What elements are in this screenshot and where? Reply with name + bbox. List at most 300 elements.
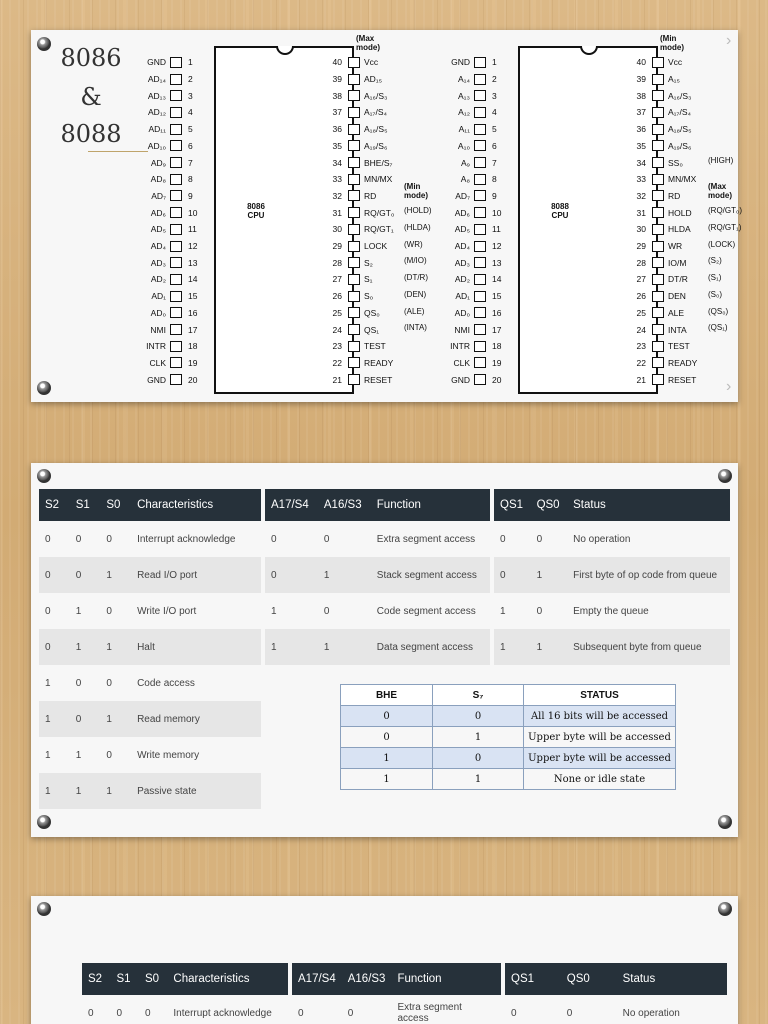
pin-row	[328, 221, 404, 238]
pin-row	[328, 104, 404, 121]
table-cell: 0	[106, 749, 112, 761]
table-cell: 0	[323, 605, 330, 617]
pin-lead	[348, 207, 360, 218]
pin-lead	[652, 140, 664, 151]
pin-row	[632, 338, 708, 355]
pin-lead	[474, 357, 486, 368]
pin-row	[430, 154, 506, 171]
pin-row	[430, 321, 506, 338]
table-cell: None or idle state	[524, 769, 676, 790]
pin-number: 11	[492, 224, 501, 235]
pin-row	[328, 121, 404, 138]
pin-lead	[348, 274, 360, 285]
pin-lead	[170, 74, 182, 85]
pin-name: S₁	[364, 274, 373, 285]
table-cell: 0	[341, 706, 433, 727]
table-row	[39, 557, 261, 593]
table-cell: 0	[536, 605, 543, 617]
pin-name: AD₆	[150, 207, 166, 218]
table-row	[494, 521, 730, 557]
pin-name: A₁₆/S₃	[364, 90, 388, 101]
pin-number: 4	[492, 107, 497, 118]
pin-row	[328, 71, 404, 88]
column-header: QS1	[505, 963, 561, 995]
chevron-right-icon[interactable]: ›	[726, 32, 732, 49]
pin-row	[126, 338, 202, 355]
column-header: QS1	[494, 489, 531, 521]
pin-name: A₁₁	[458, 124, 470, 135]
pin-lead	[170, 357, 182, 368]
pin-lead	[474, 157, 486, 168]
column-header: Status	[617, 963, 727, 995]
pin-number: 5	[188, 124, 193, 135]
pin-row	[126, 71, 202, 88]
pin-lead	[170, 241, 182, 252]
pin-row	[126, 355, 202, 372]
pushpin-icon	[37, 815, 51, 829]
pin-lead	[170, 324, 182, 335]
status-bits-table	[82, 963, 288, 1024]
pin-lead	[474, 291, 486, 302]
bhe-header: BHE	[341, 685, 433, 706]
pin-number: 27	[332, 274, 342, 285]
pin-lead	[652, 74, 664, 85]
pin-number: 10	[492, 207, 502, 218]
pin-number: 40	[636, 57, 646, 68]
chevron-right-icon[interactable]: ›	[726, 378, 732, 395]
table-cell: First byte of op code from queue	[567, 557, 730, 593]
pin-number: 24	[636, 324, 646, 335]
pin-lead	[652, 357, 664, 368]
pin-name: AD₂	[454, 274, 470, 285]
table-cell: 0	[323, 533, 330, 545]
table-cell: Upper byte will be accessed	[524, 727, 676, 748]
pin-lead	[170, 291, 182, 302]
pin-lead	[652, 324, 664, 335]
pin-lead	[652, 374, 664, 385]
pin-row	[126, 104, 202, 121]
table-cell: 0	[39, 557, 70, 593]
pin-row	[328, 154, 404, 171]
pin-row	[126, 254, 202, 271]
pin-lead	[474, 324, 486, 335]
pin-number: 9	[188, 190, 193, 201]
pin-row	[430, 305, 506, 322]
s7-header: S₇	[433, 685, 524, 706]
table-header-row	[39, 489, 261, 521]
pushpin-icon	[37, 902, 51, 916]
pin-lead	[348, 324, 360, 335]
pin-lead	[474, 124, 486, 135]
pin-name: RESET	[364, 374, 393, 385]
pin-number: 22	[636, 357, 646, 368]
pin-lead	[652, 107, 664, 118]
pin-row	[328, 54, 404, 71]
pin-lead	[348, 224, 360, 235]
pin-row	[632, 254, 708, 271]
table-row	[39, 773, 261, 809]
bhe-status-header: STATUS	[524, 685, 676, 706]
pushpin-icon	[718, 815, 732, 829]
pin-lead	[652, 224, 664, 235]
table-cell: 0	[88, 1007, 94, 1019]
pin-row	[126, 305, 202, 322]
pin-row	[632, 138, 708, 155]
table-row	[39, 665, 261, 701]
pin-row	[430, 121, 506, 138]
pin-name: S₀	[364, 291, 374, 302]
table-cell: 1	[75, 605, 82, 617]
pin-row	[430, 54, 506, 71]
pin-row	[632, 188, 708, 205]
pin-row	[430, 171, 506, 188]
pin-row	[632, 238, 708, 255]
title-line: 8088	[60, 120, 122, 148]
pin-name: A₁₅	[668, 74, 680, 85]
pin-row	[632, 104, 708, 121]
pin-number: 23	[332, 341, 342, 352]
pin-name: GND	[147, 57, 166, 68]
pin-lead	[170, 307, 182, 318]
pin-lead	[474, 140, 486, 151]
pin-number: 2	[188, 74, 193, 85]
pin-number: 15	[188, 291, 198, 302]
pin-name: A₁₂	[458, 107, 470, 118]
pin-number: 24	[332, 324, 342, 335]
table-cell: 1	[100, 629, 131, 665]
pin-lead	[474, 190, 486, 201]
pin-number: 13	[492, 257, 502, 268]
pin-name: IO/M	[668, 257, 687, 268]
pin-name: SS₀	[668, 157, 683, 168]
table-cell: Extra segment access	[397, 1002, 462, 1024]
pin-name: LOCK	[364, 241, 388, 252]
table-row	[494, 629, 730, 665]
tables-slide	[31, 463, 738, 837]
pin-row	[126, 171, 202, 188]
pin-number: 5	[492, 124, 497, 135]
pin-lead	[348, 74, 360, 85]
pin-number: 17	[188, 324, 198, 335]
pin-name: RQ/GT₁	[364, 224, 394, 235]
segment-table	[292, 963, 501, 1024]
table-row	[39, 701, 261, 737]
alt-function: (S₁)	[708, 273, 722, 283]
pin-lead	[170, 157, 182, 168]
pin-name: AD₇	[151, 190, 166, 201]
pin-lead	[652, 124, 664, 135]
pushpin-icon	[37, 381, 51, 395]
pin-number: 18	[188, 341, 198, 352]
table-cell: 0	[433, 748, 524, 769]
pin-row	[430, 238, 506, 255]
pin-number: 19	[492, 357, 502, 368]
pin-row	[632, 271, 708, 288]
column-header: A16/S3	[342, 963, 392, 995]
pin-row	[126, 138, 202, 155]
pin-lead	[170, 140, 182, 151]
pin-number: 30	[636, 224, 646, 235]
table-header-row	[82, 963, 288, 995]
table-cell: 0	[271, 533, 277, 545]
pin-row	[430, 338, 506, 355]
pin-row	[328, 238, 404, 255]
pin-lead	[652, 241, 664, 252]
pin-lead	[652, 57, 664, 68]
pin-row	[126, 87, 202, 104]
pushpin-icon	[718, 902, 732, 916]
pin-number: 39	[636, 74, 646, 85]
column-header: QS0	[531, 489, 568, 521]
queue-status-table	[505, 963, 727, 1024]
pin-number: 28	[636, 257, 646, 268]
pin-name: AD₈	[150, 174, 166, 185]
pin-number: 31	[332, 207, 342, 218]
pin-number: 29	[332, 241, 342, 252]
pin-number: 10	[188, 207, 198, 218]
column-header: S2	[82, 963, 110, 995]
pin-name: TEST	[364, 341, 386, 352]
pin-row	[430, 71, 506, 88]
pin-lead	[170, 374, 182, 385]
pin-row	[430, 371, 506, 388]
pin-number: 28	[332, 257, 342, 268]
pin-number: 19	[188, 357, 198, 368]
pin-lead	[170, 224, 182, 235]
table-cell: 1	[433, 769, 524, 790]
pin-name: CLK	[149, 357, 166, 368]
pin-name: MN/MX	[364, 174, 393, 185]
alt-function: (DEN)	[404, 289, 427, 299]
pin-number: 22	[332, 357, 342, 368]
table-cell: 0	[70, 557, 101, 593]
pin-number: 37	[332, 107, 342, 118]
column-header: Function	[371, 489, 490, 521]
pin-number: 16	[492, 307, 502, 318]
table-row	[82, 995, 288, 1024]
table-cell: Stack segment access	[371, 557, 490, 593]
alt-function: (M/IO)	[404, 256, 427, 266]
alt-function: (DT/R)	[404, 273, 428, 283]
pin-row	[430, 221, 506, 238]
pin-number: 21	[636, 374, 646, 385]
pin-name: AD₁₀	[147, 140, 166, 151]
pin-number: 38	[636, 90, 646, 101]
table-cell: Data segment access	[371, 629, 490, 665]
pin-number: 34	[636, 157, 646, 168]
pin-number: 2	[492, 74, 497, 85]
pin-name: AD₂	[150, 274, 166, 285]
table-cell: 0	[494, 557, 531, 593]
pin-lead	[652, 257, 664, 268]
pin-number: 23	[636, 341, 646, 352]
pin-name: AD₇	[455, 190, 470, 201]
pin-number: 13	[188, 257, 198, 268]
pin-name: A₁₉/S₆	[668, 140, 692, 151]
pin-number: 14	[492, 274, 502, 285]
pin-name: AD₅	[150, 224, 166, 235]
pin-row	[430, 188, 506, 205]
pin-lead	[652, 174, 664, 185]
pin-row	[328, 288, 404, 305]
pin-name: A₁₇/S₄	[668, 107, 691, 118]
pin-row	[126, 371, 202, 388]
pin-lead	[170, 257, 182, 268]
column-header: Characteristics	[167, 963, 288, 995]
table-cell: 1	[70, 773, 101, 809]
pin-row	[632, 305, 708, 322]
pin-row	[328, 305, 404, 322]
mode-note-side: (Max mode)	[708, 181, 732, 200]
pin-row	[126, 121, 202, 138]
pin-name: A₉	[460, 157, 470, 168]
pin-name: RESET	[668, 374, 697, 385]
pin-number: 1	[188, 57, 193, 68]
pin-lead	[348, 90, 360, 101]
pin-lead	[474, 224, 486, 235]
pin-lead	[348, 257, 360, 268]
table-cell: 1	[39, 773, 70, 809]
pin-name: RD	[364, 190, 377, 201]
pin-lead	[652, 274, 664, 285]
table-cell: Subsequent byte from queue	[567, 629, 730, 665]
table-cell: 1	[45, 749, 51, 761]
pin-row	[430, 355, 506, 372]
pin-name: S₂	[364, 257, 373, 268]
pin-lead	[170, 190, 182, 201]
table-cell: Passive state	[131, 773, 261, 809]
pin-number: 20	[188, 374, 198, 385]
pin-number: 7	[492, 157, 497, 168]
pin-lead	[474, 257, 486, 268]
pin-lead	[348, 157, 360, 168]
pin-row	[430, 204, 506, 221]
pin-lead	[652, 207, 664, 218]
table-cell: Interrupt acknowledge	[173, 1007, 272, 1019]
pin-row	[632, 221, 708, 238]
table-cell: Read I/O port	[131, 557, 261, 593]
pin-lead	[170, 124, 182, 135]
pin-name: AD₄	[150, 241, 166, 252]
table-row	[265, 629, 490, 665]
table-cell: 1	[341, 769, 433, 790]
table-header-row	[292, 963, 501, 995]
table-cell: 0	[265, 557, 318, 593]
alt-function: (WR)	[404, 239, 423, 249]
pin-lead	[474, 57, 486, 68]
pin-row	[632, 355, 708, 372]
pin-lead	[348, 57, 360, 68]
pin-number: 39	[332, 74, 342, 85]
segment-table	[265, 489, 490, 665]
table-cell: 1	[433, 727, 524, 748]
table-row	[494, 557, 730, 593]
pin-row	[126, 288, 202, 305]
pin-name: AD₃	[150, 257, 166, 268]
pin-row	[328, 204, 404, 221]
pin-lead	[474, 90, 486, 101]
pin-name: HOLD	[668, 207, 692, 218]
pin-name: AD₁	[151, 291, 166, 302]
pin-lead	[170, 207, 182, 218]
pin-lead	[652, 190, 664, 201]
pin-number: 35	[636, 140, 646, 151]
pin-row	[328, 138, 404, 155]
pin-name: READY	[364, 357, 394, 368]
pin-lead	[348, 291, 360, 302]
pin-row	[328, 321, 404, 338]
pin-lead	[474, 374, 486, 385]
column-header: A16/S3	[318, 489, 371, 521]
pin-row	[430, 87, 506, 104]
mode-note-side: (Min mode)	[404, 181, 428, 200]
table-cell: 0	[500, 533, 506, 545]
pin-name: DT/R	[668, 274, 688, 285]
table-header-row	[494, 489, 730, 521]
pin-name: GND	[147, 374, 166, 385]
pin-number: 3	[188, 90, 193, 101]
pin-name: AD₀	[454, 307, 470, 318]
pin-lead	[474, 341, 486, 352]
pin-number: 1	[492, 57, 497, 68]
pin-row	[632, 204, 708, 221]
table-cell: 0	[45, 533, 51, 545]
pin-number: 26	[636, 291, 646, 302]
pin-number: 38	[332, 90, 342, 101]
column-header: QS0	[561, 963, 617, 995]
alt-function: (RQ/GT₀)	[708, 206, 742, 216]
pin-number: 15	[492, 291, 502, 302]
table-row	[292, 995, 501, 1024]
pin-name: GND	[451, 57, 470, 68]
high-note: (HIGH)	[708, 156, 734, 166]
pin-lead	[170, 274, 182, 285]
queue-status-table	[494, 489, 730, 665]
status-bits-table	[39, 489, 261, 809]
table-cell: 0	[144, 1007, 151, 1019]
pin-row	[632, 171, 708, 188]
pin-number: 33	[332, 174, 342, 185]
pin-lead	[652, 307, 664, 318]
mode-note-top: (Min mode)	[660, 34, 684, 52]
table-row	[494, 593, 730, 629]
chip-label: 8086 CPU	[247, 202, 265, 220]
pin-name: AD₁₃	[147, 90, 166, 101]
pushpin-icon	[37, 37, 51, 51]
pin-number: 25	[332, 307, 342, 318]
column-header: Status	[567, 489, 730, 521]
pin-name: AD₁₁	[148, 124, 166, 135]
column-header: S2	[39, 489, 70, 521]
table-cell: No operation	[622, 1007, 680, 1019]
pin-lead	[348, 357, 360, 368]
table-cell: 0	[298, 1007, 304, 1019]
pin-row	[126, 321, 202, 338]
pin-row	[328, 338, 404, 355]
pin-number: 26	[332, 291, 342, 302]
pin-lead	[170, 107, 182, 118]
pin-name: A₈	[460, 174, 470, 185]
table-cell: All 16 bits will be accessed	[524, 706, 676, 727]
pin-lead	[348, 124, 360, 135]
pin-name: A₁₃	[458, 90, 470, 101]
pin-lead	[348, 140, 360, 151]
table-cell: 0	[536, 533, 543, 545]
alt-function: (QS₁)	[708, 323, 728, 333]
table-cell: 1	[100, 557, 131, 593]
pushpin-icon	[718, 469, 732, 483]
table-cell: 1	[531, 629, 568, 665]
